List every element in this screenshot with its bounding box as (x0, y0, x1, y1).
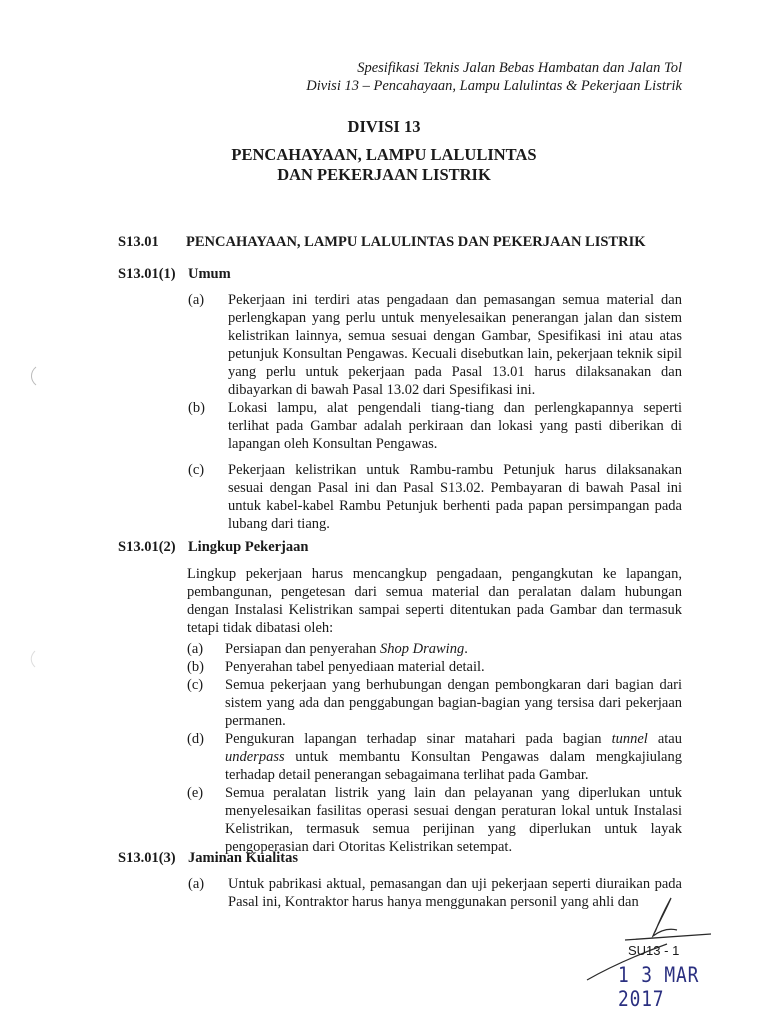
subsection-title: Umum (188, 266, 231, 282)
subsection-number: S13.01(3) (118, 850, 176, 866)
date-stamp: 1 3 MAR 2017 (618, 963, 700, 1011)
header-line-1: Spesifikasi Teknis Jalan Bebas Hambatan dan Jalan Tol (357, 60, 682, 76)
scan-artifact-icon (28, 366, 38, 386)
list-item (187, 784, 682, 856)
list-item (187, 658, 682, 676)
item-text: Penyerahan tabel penyediaan material detail. (225, 659, 485, 675)
scope-list (187, 640, 682, 856)
section-title: PENCAHAYAAN, LAMPU LALULINTAS DAN PEKERJAAN LISTRIK (186, 234, 646, 250)
paragraph-text: Lingkup pekerjaan harus mencangkup pengadaan, pengangkutan ke lapangan, pembangunan, pengetesan dari semua material dan peralatan dalam hubungan dengan Instalasi Kelistrikan sampai seperti ditentukan pada Gambar dan termasuk tetapi tidak dibatasi oleh: (187, 566, 682, 636)
item-label: (e) (187, 785, 204, 801)
item-label: (d) (187, 731, 204, 747)
item-label: (c) (187, 677, 204, 693)
item-text: Persiapan dan penyerahan Shop Drawing. (225, 641, 468, 657)
list-item (187, 676, 682, 730)
subsection-heading-umum (118, 266, 418, 286)
item-label: (c) (188, 462, 205, 478)
subsection-number: S13.01(1) (118, 266, 176, 282)
item-text: Pekerjaan kelistrikan untuk Rambu-rambu Petunjuk harus dilaksanakan sesuai dengan Pasal ini dan Pasal S13.02. Pembayaran di bawah Pasal ini untuk kabel-kabel Rambu Petunjuk berhenti pada papan persimpangan pada lubang dari tiang. (228, 462, 682, 532)
item-text: Semua pekerjaan yang berhubungan dengan pembongkaran dari bagian dari sistem yang ada dan penggabungan bagian-bagian yang tersisa dari pekerjaan permanen. (225, 677, 682, 729)
item-text: Pengukuran lapangan terhadap sinar matahari pada bagian tunnel atau underpass untuk membantu Konsultan Pengawas dalam mengkajiulang terhadap detail penerangan sebagaimana terlihat pada Gambar. (225, 731, 682, 783)
division-title-line-1: PENCAHAYAAN, LAMPU LALULINTAS (231, 145, 537, 164)
subsection-number: S13.01(2) (118, 539, 176, 555)
section-number: S13.01 (118, 234, 159, 250)
section-heading (118, 234, 718, 254)
item-text: Lokasi lampu, alat pengendali tiang-tiang dan perlengkapannya seperti terlihat pada Gambar adalah perkiraan dan lokasi yang pasti diberikan di lapangan oleh Konsultan Pengawas. (228, 400, 682, 452)
item-label: (a) (187, 641, 204, 657)
division-title (0, 117, 768, 185)
scan-artifact-icon (28, 650, 36, 668)
subsection-heading-jaminan (118, 850, 438, 870)
item-label: (b) (188, 400, 205, 416)
division-number: DIVISI 13 (347, 117, 421, 136)
item-label: (a) (188, 292, 205, 308)
division-title-line-2: DAN PEKERJAAN LISTRIK (277, 165, 491, 184)
page-code: SU13 - 1 (628, 943, 680, 958)
scope-intro-paragraph (187, 565, 682, 637)
subsection-title: Lingkup Pekerjaan (188, 539, 309, 555)
subsection-heading-lingkup (118, 539, 438, 559)
item-label: (a) (188, 876, 205, 892)
item-text: Semua peralatan listrik yang lain dan pelayanan yang diperlukan untuk menyelesaikan fasilitas operasi sesuai dengan peraturan lokal untuk Instalasi Kelistrikan, termasuk semua perijinan yang diperlukan untuk layak pengoperasian dari Otoritas Kelistrikan setempat. (225, 785, 682, 855)
running-header (306, 59, 682, 95)
item-text: Pekerjaan ini terdiri atas pengadaan dan pemasangan semua material dan perlengkapan yang perlu untuk menyelesaikan penerangan jalan dan sistem kelistrikan lainnya, semua sesuai dengan Gambar, Spesifikasi ini atau atas petunjuk Konsultan Pengawas. Kecuali disebutkan lain, pekerjaan teknik sipil yang perlu untuk pekerjaan pada Pasal 13.01 harus dilaksanakan dan dibayarkan di bawah Pasal 13.02 dari Spesifikasi ini. (228, 292, 682, 398)
list-item (187, 730, 682, 784)
item-text: Untuk pabrikasi aktual, pemasangan dan uji pekerjaan seperti diuraikan pada Pasal ini, Kontraktor harus hanya menggunakan personil yang ahli dan (228, 876, 682, 910)
item-label: (b) (187, 659, 204, 675)
header-line-2: Divisi 13 – Pencahayaan, Lampu Lalulintas & Pekerjaan Listrik (306, 78, 682, 94)
list-item (187, 640, 682, 658)
subsection-title: Jaminan Kualitas (188, 850, 298, 866)
